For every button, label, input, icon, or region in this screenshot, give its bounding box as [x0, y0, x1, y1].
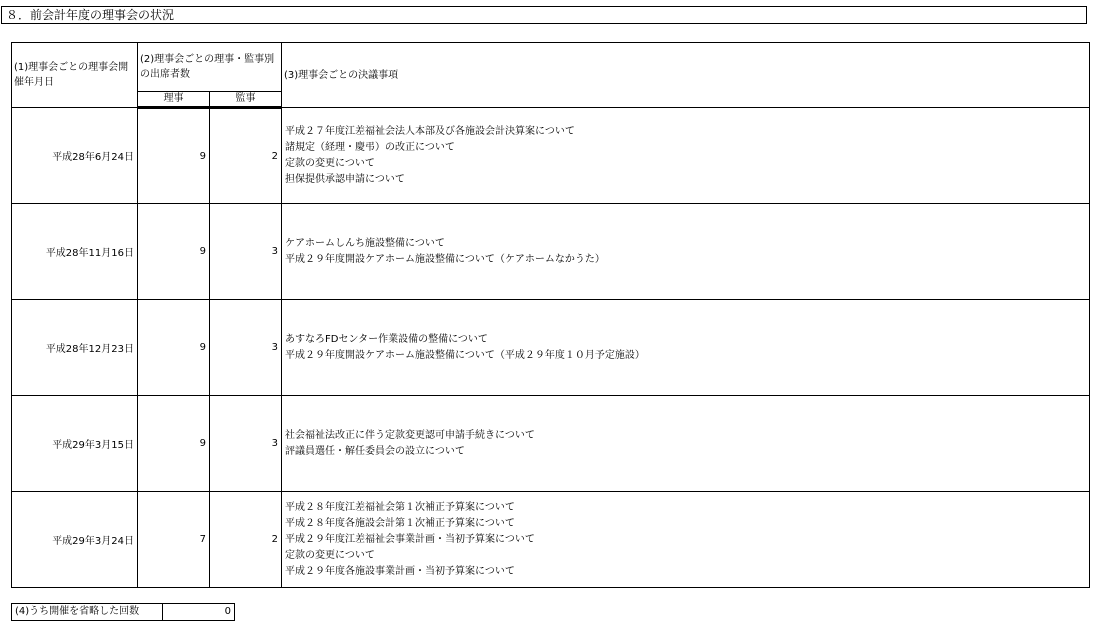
table-row — [12, 396, 1090, 492]
auditor-count: 3 — [210, 300, 282, 396]
skipped-count: 0 — [163, 604, 235, 621]
auditor-count: 2 — [210, 492, 282, 588]
resolution-item: 定款の変更について — [285, 549, 375, 561]
resolution-item: ケアホームしんち施設整備について — [285, 237, 445, 249]
meeting-date: 平成28年12月23日 — [12, 300, 138, 396]
header-meeting-date: (1)理事会ごとの理事会開催年月日 — [12, 43, 138, 108]
resolutions-cell — [282, 492, 1090, 588]
meeting-date: 平成29年3月24日 — [12, 492, 138, 588]
header-row — [12, 43, 1090, 92]
table-row — [12, 108, 1090, 204]
resolution-item: 平成２９年度各施設事業計画・当初予算案について — [285, 565, 515, 577]
resolutions-cell — [282, 204, 1090, 300]
skipped-meetings-table — [11, 603, 235, 621]
director-count: 9 — [138, 204, 210, 300]
resolution-item: 評議員選任・解任委員会の設立について — [285, 445, 465, 457]
resolution-item: 担保提供承認申請について — [285, 173, 405, 185]
meeting-date: 平成29年3月15日 — [12, 396, 138, 492]
resolution-item: 平成２８年度各施設会計第１次補正予算案について — [285, 517, 515, 529]
header-directors: 理事 — [138, 92, 210, 108]
table-row — [12, 300, 1090, 396]
meeting-date: 平成28年11月16日 — [12, 204, 138, 300]
resolution-item: あすなろFDセンター作業設備の整備について — [285, 333, 488, 345]
meeting-date: 平成28年6月24日 — [12, 108, 138, 204]
director-count: 7 — [138, 492, 210, 588]
resolution-item: 社会福祉法改正に伴う定款変更認可申請手続きについて — [285, 429, 535, 441]
section-title: ８．前会計年度の理事会の状況 — [1, 6, 1087, 24]
header-auditors: 監事 — [210, 92, 282, 108]
resolution-item: 平成２７年度江差福祉会法人本部及び各施設会計決算案について — [285, 125, 575, 137]
resolution-item: 諸規定（経理・慶弔）の改正について — [285, 141, 455, 153]
table-row — [12, 492, 1090, 588]
resolution-item: 平成２９年度江差福祉会事業計画・当初予算案について — [285, 533, 535, 545]
director-count: 9 — [138, 396, 210, 492]
auditor-count: 3 — [210, 204, 282, 300]
resolution-item: 平成２９年度開設ケアホーム施設整備について（ケアホームなかうた） — [285, 253, 605, 265]
auditor-count: 2 — [210, 108, 282, 204]
auditor-count: 3 — [210, 396, 282, 492]
resolution-item: 平成２９年度開設ケアホーム施設整備について（平成２９年度１０月予定施設） — [285, 349, 645, 361]
resolutions-cell — [282, 108, 1090, 204]
director-count: 9 — [138, 300, 210, 396]
resolutions-cell — [282, 396, 1090, 492]
header-resolutions: (3)理事会ごとの決議事項 — [282, 43, 1090, 108]
resolutions-cell — [282, 300, 1090, 396]
resolution-item: 平成２８年度江差福祉会第１次補正予算案について — [285, 501, 515, 513]
director-count: 9 — [138, 108, 210, 204]
resolution-item: 定款の変更について — [285, 157, 375, 169]
header-attendance: (2)理事会ごとの理事・監事別の出席者数 — [138, 43, 282, 92]
table-row — [12, 204, 1090, 300]
skipped-label: (4)うち開催を省略した回数 — [12, 604, 163, 621]
board-meetings-table — [11, 42, 1090, 588]
